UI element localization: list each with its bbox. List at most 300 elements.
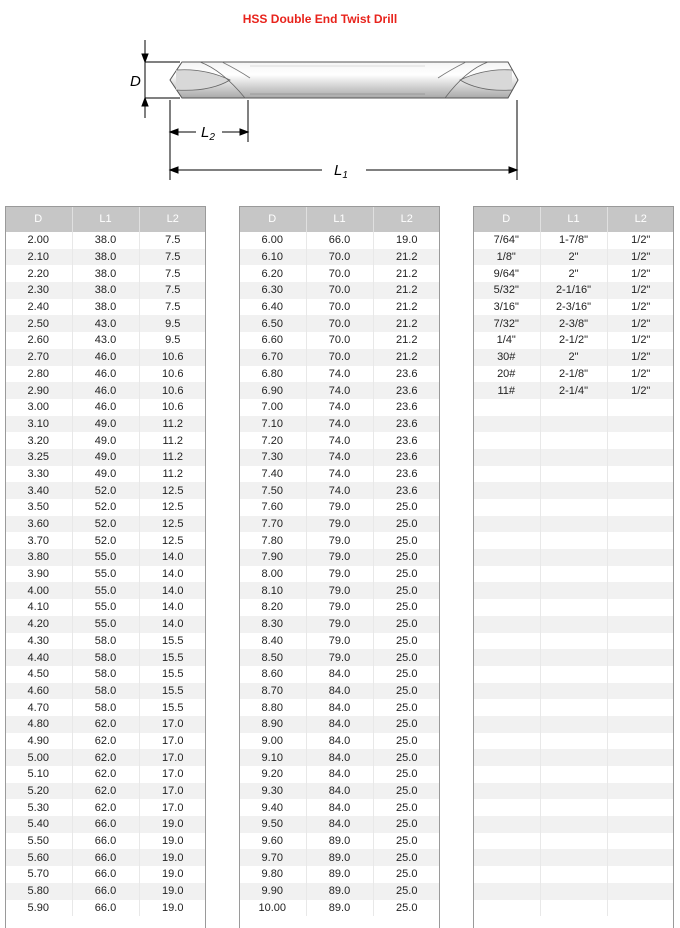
table-row <box>239 516 440 533</box>
cell-l2: 14.0 <box>139 549 206 566</box>
cell-l2 <box>607 466 674 483</box>
cell-d: 3.30 <box>5 466 72 483</box>
cell-d: 8.60 <box>239 666 306 683</box>
cell-l1: 52.0 <box>72 532 139 549</box>
cell-l1: 74.0 <box>306 399 373 416</box>
cell-l2: 25.0 <box>373 900 440 917</box>
cell-d: 4.60 <box>5 683 72 700</box>
cell-l2: 25.0 <box>373 883 440 900</box>
cell-d <box>473 749 540 766</box>
cell-l1: 38.0 <box>72 249 139 266</box>
cell-d: 7.00 <box>239 399 306 416</box>
cell-l1: 74.0 <box>306 416 373 433</box>
table-row <box>5 382 206 399</box>
cell-d: 7.90 <box>239 549 306 566</box>
cell-l1 <box>540 416 607 433</box>
table-row <box>239 315 440 332</box>
table-row <box>473 299 674 316</box>
cell-l1: 74.0 <box>306 466 373 483</box>
cell-l2: 1/2" <box>607 315 674 332</box>
table-row <box>239 366 440 383</box>
cell-d: 3.60 <box>5 516 72 533</box>
header-l2: L2 <box>139 206 206 232</box>
cell-d: 7.20 <box>239 432 306 449</box>
cell-l1 <box>540 716 607 733</box>
table-row <box>239 900 440 917</box>
cell-l2: 1/2" <box>607 232 674 249</box>
cell-l2: 10.6 <box>139 366 206 383</box>
cell-l1: 66.0 <box>72 833 139 850</box>
table-row <box>5 432 206 449</box>
table-row <box>473 883 674 900</box>
cell-d: 7.60 <box>239 499 306 516</box>
cell-l2: 10.6 <box>139 349 206 366</box>
cell-l2: 11.2 <box>139 416 206 433</box>
cell-l1 <box>540 866 607 883</box>
cell-l1 <box>540 633 607 650</box>
table-row <box>5 816 206 833</box>
cell-l1: 70.0 <box>306 282 373 299</box>
cell-l1: 66.0 <box>72 883 139 900</box>
cell-l2 <box>607 833 674 850</box>
table-row <box>5 299 206 316</box>
header-d: D <box>473 206 540 232</box>
cell-l1: 49.0 <box>72 416 139 433</box>
cell-d <box>473 833 540 850</box>
cell-d <box>473 532 540 549</box>
cell-l1 <box>540 582 607 599</box>
header-d: D <box>239 206 306 232</box>
cell-l2: 15.5 <box>139 683 206 700</box>
cell-l2: 7.5 <box>139 299 206 316</box>
cell-l2 <box>607 749 674 766</box>
cell-l2: 25.0 <box>373 582 440 599</box>
cell-l1: 38.0 <box>72 265 139 282</box>
cell-d: 2.50 <box>5 315 72 332</box>
table-row <box>5 232 206 249</box>
cell-l2 <box>607 399 674 416</box>
table-row <box>239 549 440 566</box>
cell-l1 <box>540 683 607 700</box>
cell-l1 <box>540 849 607 866</box>
cell-l2 <box>607 599 674 616</box>
cell-d: 5.60 <box>5 849 72 866</box>
table-row <box>473 482 674 499</box>
table-row <box>239 265 440 282</box>
table-row <box>473 466 674 483</box>
cell-l1: 89.0 <box>306 849 373 866</box>
cell-l1: 84.0 <box>306 666 373 683</box>
cell-l2: 19.0 <box>139 816 206 833</box>
table-row <box>473 399 674 416</box>
cell-l1 <box>540 816 607 833</box>
cell-l2 <box>607 766 674 783</box>
cell-d <box>473 799 540 816</box>
cell-l2: 25.0 <box>373 699 440 716</box>
table-row <box>239 282 440 299</box>
cell-d: 5.80 <box>5 883 72 900</box>
cell-d: 9.20 <box>239 766 306 783</box>
cell-l2: 7.5 <box>139 282 206 299</box>
cell-l1: 52.0 <box>72 516 139 533</box>
cell-l2: 10.6 <box>139 399 206 416</box>
table-row <box>473 516 674 533</box>
cell-l1: 66.0 <box>306 232 373 249</box>
cell-l2 <box>607 616 674 633</box>
cell-d: 9.90 <box>239 883 306 900</box>
table-row <box>5 566 206 583</box>
header-l1: L1 <box>540 206 607 232</box>
cell-l2: 11.2 <box>139 449 206 466</box>
cell-l1 <box>540 699 607 716</box>
table-row <box>5 466 206 483</box>
cell-l1: 70.0 <box>306 249 373 266</box>
cell-l1: 84.0 <box>306 699 373 716</box>
table-row <box>239 683 440 700</box>
cell-l2: 12.5 <box>139 516 206 533</box>
cell-l1: 84.0 <box>306 816 373 833</box>
cell-d: 6.40 <box>239 299 306 316</box>
label-l1: L <box>334 162 343 179</box>
cell-l1: 55.0 <box>72 616 139 633</box>
table-row <box>239 466 440 483</box>
table-row <box>5 733 206 750</box>
cell-l1: 2-1/16" <box>540 282 607 299</box>
cell-l2 <box>607 516 674 533</box>
cell-d <box>473 499 540 516</box>
cell-l2: 21.2 <box>373 332 440 349</box>
cell-l1: 89.0 <box>306 833 373 850</box>
cell-l1: 55.0 <box>72 549 139 566</box>
table-row <box>239 616 440 633</box>
cell-d: 8.50 <box>239 649 306 666</box>
table-row <box>5 649 206 666</box>
cell-l1 <box>540 749 607 766</box>
table-row <box>5 699 206 716</box>
cell-d <box>473 466 540 483</box>
table-row <box>239 332 440 349</box>
cell-d: 2.20 <box>5 265 72 282</box>
header-l1: L1 <box>72 206 139 232</box>
cell-d: 4.40 <box>5 649 72 666</box>
cell-l2: 23.6 <box>373 482 440 499</box>
cell-l1: 55.0 <box>72 582 139 599</box>
cell-d: 7.80 <box>239 532 306 549</box>
cell-d <box>473 482 540 499</box>
cell-l1: 84.0 <box>306 766 373 783</box>
dimension-l1 <box>170 100 517 180</box>
cell-d: 5.10 <box>5 766 72 783</box>
cell-d <box>473 716 540 733</box>
cell-l2: 14.0 <box>139 582 206 599</box>
cell-l1: 79.0 <box>306 582 373 599</box>
svg-text:L2 <box>201 124 215 143</box>
cell-l1: 70.0 <box>306 315 373 332</box>
cell-d: 11# <box>473 382 540 399</box>
cell-d: 1/8" <box>473 249 540 266</box>
cell-l1: 46.0 <box>72 399 139 416</box>
cell-l1: 58.0 <box>72 666 139 683</box>
cell-d: 5/32" <box>473 282 540 299</box>
cell-d: 8.30 <box>239 616 306 633</box>
cell-l1: 66.0 <box>72 849 139 866</box>
cell-l2 <box>607 482 674 499</box>
table-row <box>5 833 206 850</box>
svg-text:L1 <box>334 162 348 181</box>
table-row <box>239 399 440 416</box>
cell-l1: 2" <box>540 265 607 282</box>
cell-d: 3.70 <box>5 532 72 549</box>
cell-l2: 7.5 <box>139 249 206 266</box>
table-row <box>5 532 206 549</box>
cell-l1: 62.0 <box>72 749 139 766</box>
cell-d: 7.50 <box>239 482 306 499</box>
cell-l1: 74.0 <box>306 449 373 466</box>
cell-d: 9.70 <box>239 849 306 866</box>
cell-l1: 84.0 <box>306 683 373 700</box>
cell-l1: 49.0 <box>72 449 139 466</box>
cell-l2 <box>607 683 674 700</box>
table-row <box>5 783 206 800</box>
table-row <box>239 799 440 816</box>
table-row <box>5 482 206 499</box>
table-row <box>5 582 206 599</box>
cell-l1: 62.0 <box>72 716 139 733</box>
cell-l1 <box>540 466 607 483</box>
table-row <box>473 566 674 583</box>
table-row <box>5 766 206 783</box>
cell-l1 <box>540 532 607 549</box>
cell-l1: 74.0 <box>306 382 373 399</box>
cell-l1: 84.0 <box>306 716 373 733</box>
cell-d: 9/64" <box>473 265 540 282</box>
cell-l1: 79.0 <box>306 499 373 516</box>
table-row <box>239 833 440 850</box>
cell-d: 2.80 <box>5 366 72 383</box>
table-row <box>5 366 206 383</box>
cell-d: 6.50 <box>239 315 306 332</box>
table-row <box>5 866 206 883</box>
cell-l1 <box>540 599 607 616</box>
cell-d: 9.40 <box>239 799 306 816</box>
cell-l1: 58.0 <box>72 649 139 666</box>
cell-l2: 14.0 <box>139 566 206 583</box>
table-row <box>473 349 674 366</box>
cell-d <box>473 582 540 599</box>
cell-d: 3.25 <box>5 449 72 466</box>
table-row <box>473 900 674 917</box>
cell-l1 <box>540 499 607 516</box>
cell-l2: 23.6 <box>373 466 440 483</box>
table-row <box>473 633 674 650</box>
label-l2: L <box>201 124 210 141</box>
cell-l1: 2" <box>540 249 607 266</box>
cell-l1 <box>540 783 607 800</box>
cell-l2 <box>607 716 674 733</box>
cell-d <box>473 449 540 466</box>
cell-l2: 25.0 <box>373 499 440 516</box>
cell-d: 2.40 <box>5 299 72 316</box>
table-row <box>5 449 206 466</box>
table-row <box>473 699 674 716</box>
cell-d: 3/16" <box>473 299 540 316</box>
cell-l2: 1/2" <box>607 249 674 266</box>
cell-l1: 79.0 <box>306 649 373 666</box>
cell-d: 8.40 <box>239 633 306 650</box>
size-table-metric-1 <box>5 206 206 916</box>
cell-d: 6.30 <box>239 282 306 299</box>
cell-d: 2.00 <box>5 232 72 249</box>
cell-d: 4.90 <box>5 733 72 750</box>
table-row <box>239 232 440 249</box>
cell-d <box>473 516 540 533</box>
cell-d: 8.80 <box>239 699 306 716</box>
cell-l2: 14.0 <box>139 599 206 616</box>
cell-d <box>473 616 540 633</box>
cell-d: 2.30 <box>5 282 72 299</box>
cell-l2 <box>607 649 674 666</box>
table-row <box>5 249 206 266</box>
cell-d <box>473 416 540 433</box>
header-l1: L1 <box>306 206 373 232</box>
cell-d <box>473 783 540 800</box>
cell-l1: 58.0 <box>72 683 139 700</box>
cell-l1: 70.0 <box>306 349 373 366</box>
cell-d: 9.60 <box>239 833 306 850</box>
cell-l2: 1/2" <box>607 366 674 383</box>
cell-l2 <box>607 849 674 866</box>
cell-d: 6.00 <box>239 232 306 249</box>
cell-l1: 84.0 <box>306 733 373 750</box>
cell-l1: 38.0 <box>72 232 139 249</box>
cell-l1: 70.0 <box>306 265 373 282</box>
label-d: D <box>130 73 141 90</box>
table-row <box>473 582 674 599</box>
cell-d: 3.10 <box>5 416 72 433</box>
table-row <box>473 849 674 866</box>
cell-d: 4.70 <box>5 699 72 716</box>
cell-l2: 1/2" <box>607 349 674 366</box>
label-l1-sub: 1 <box>342 170 348 181</box>
cell-l2 <box>607 666 674 683</box>
cell-d: 5.40 <box>5 816 72 833</box>
cell-l1: 79.0 <box>306 516 373 533</box>
cell-l1: 55.0 <box>72 599 139 616</box>
table-row <box>5 666 206 683</box>
cell-d <box>473 599 540 616</box>
cell-l2: 25.0 <box>373 866 440 883</box>
table-row <box>239 482 440 499</box>
cell-d: 4.50 <box>5 666 72 683</box>
cell-l1: 58.0 <box>72 633 139 650</box>
cell-l2: 17.0 <box>139 783 206 800</box>
drill-body <box>170 62 518 98</box>
header-d: D <box>5 206 72 232</box>
cell-l1: 52.0 <box>72 482 139 499</box>
drill-diagram <box>0 0 680 200</box>
cell-l2 <box>607 416 674 433</box>
cell-l2: 12.5 <box>139 482 206 499</box>
cell-l2: 25.0 <box>373 649 440 666</box>
cell-l2: 23.6 <box>373 449 440 466</box>
cell-l2: 21.2 <box>373 265 440 282</box>
cell-l2: 15.5 <box>139 649 206 666</box>
cell-d: 9.10 <box>239 749 306 766</box>
cell-d <box>473 432 540 449</box>
cell-l2: 25.0 <box>373 633 440 650</box>
cell-d: 5.00 <box>5 749 72 766</box>
cell-l2: 25.0 <box>373 532 440 549</box>
cell-l1 <box>540 833 607 850</box>
cell-d: 8.20 <box>239 599 306 616</box>
cell-l1: 74.0 <box>306 432 373 449</box>
table-row <box>473 282 674 299</box>
cell-l1: 46.0 <box>72 382 139 399</box>
cell-d: 5.70 <box>5 866 72 883</box>
cell-l1: 2-3/8" <box>540 315 607 332</box>
table-row <box>473 666 674 683</box>
table-row <box>239 582 440 599</box>
cell-l2: 17.0 <box>139 733 206 750</box>
cell-d: 2.90 <box>5 382 72 399</box>
cell-l2: 25.0 <box>373 666 440 683</box>
cell-d: 9.80 <box>239 866 306 883</box>
table-row <box>239 883 440 900</box>
cell-l2: 11.2 <box>139 466 206 483</box>
cell-l1: 55.0 <box>72 566 139 583</box>
cell-l2: 23.6 <box>373 399 440 416</box>
cell-d: 7.10 <box>239 416 306 433</box>
cell-l2: 21.2 <box>373 282 440 299</box>
cell-l1: 62.0 <box>72 783 139 800</box>
table-row <box>5 282 206 299</box>
table-row <box>239 716 440 733</box>
cell-l2: 19.0 <box>139 900 206 917</box>
cell-l2: 17.0 <box>139 749 206 766</box>
cell-l2: 25.0 <box>373 516 440 533</box>
cell-d <box>473 683 540 700</box>
cell-l2: 25.0 <box>373 733 440 750</box>
cell-d <box>473 866 540 883</box>
cell-l1: 52.0 <box>72 499 139 516</box>
cell-l2: 25.0 <box>373 566 440 583</box>
cell-l1: 2-1/2" <box>540 332 607 349</box>
cell-d <box>473 883 540 900</box>
table-row <box>473 866 674 883</box>
cell-d: 8.70 <box>239 683 306 700</box>
cell-d: 1/4" <box>473 332 540 349</box>
cell-l2 <box>607 799 674 816</box>
cell-l1 <box>540 449 607 466</box>
cell-l2: 10.6 <box>139 382 206 399</box>
cell-d: 2.60 <box>5 332 72 349</box>
table-row <box>473 716 674 733</box>
cell-l2: 23.6 <box>373 382 440 399</box>
cell-l2 <box>607 883 674 900</box>
cell-l1: 66.0 <box>72 900 139 917</box>
cell-d: 7.40 <box>239 466 306 483</box>
table-row <box>473 649 674 666</box>
table-row <box>239 866 440 883</box>
cell-d: 4.30 <box>5 633 72 650</box>
cell-l2: 25.0 <box>373 683 440 700</box>
cell-l2: 19.0 <box>139 833 206 850</box>
table-row <box>473 816 674 833</box>
table-row <box>239 816 440 833</box>
cell-l1: 2" <box>540 349 607 366</box>
cell-d: 9.50 <box>239 816 306 833</box>
cell-l1: 79.0 <box>306 549 373 566</box>
